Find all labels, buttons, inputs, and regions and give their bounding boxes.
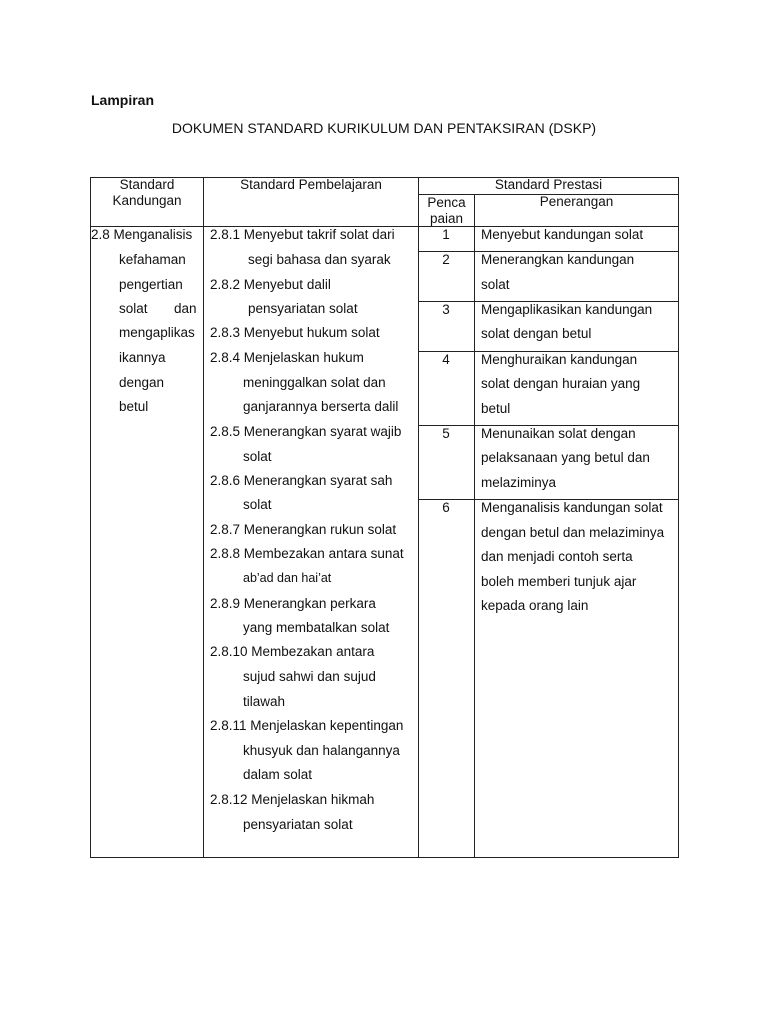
pembelajaran-line: 2.8.1 Menyebut takrif solat dari xyxy=(210,227,395,242)
kandungan-line: dengan xyxy=(119,375,165,390)
kandungan-line: mengaplikas xyxy=(119,325,195,340)
pembelajaran-line: 2.8.8 Membezakan antara sunat xyxy=(210,546,404,561)
penerangan-line: pelaksanaan yang betul dan xyxy=(481,450,650,465)
pembelajaran-line: 2.8.6 Menerangkan syarat sah xyxy=(210,473,393,488)
pembelajaran-line: 2.8.12 Menjelaskan hikmah xyxy=(210,792,375,807)
pembelajaran-line: dalam solat xyxy=(243,767,313,782)
pembelajaran-line: 2.8.5 Menerangkan syarat wajib xyxy=(210,424,402,439)
penerangan-line: Menyebut kandungan solat xyxy=(481,227,644,242)
header-penerangan: Penerangan xyxy=(539,194,614,209)
penerangan-line: Mengaplikasikan kandungan xyxy=(481,302,653,317)
pembelajaran-line: sujud sahwi dan sujud xyxy=(243,669,376,684)
document-title: DOKUMEN STANDARD KURIKULUM DAN PENTAKSIRAN (DSKP) xyxy=(171,120,597,136)
kandungan-line: 2.8 Menganalisis xyxy=(91,227,193,242)
pembelajaran-line: pensyariatan solat xyxy=(243,817,353,832)
pencapaian-level: 5 xyxy=(442,426,450,441)
pencapaian-level: 3 xyxy=(442,302,450,317)
kandungan-line: solat xyxy=(119,301,148,316)
table-border-bottom xyxy=(90,857,679,858)
kandungan-line: pengertian xyxy=(119,277,183,292)
penerangan-line: kepada orang lain xyxy=(481,598,589,613)
pembelajaran-line: 2.8.2 Menyebut dalil xyxy=(210,277,331,292)
pembelajaran-line: tilawah xyxy=(243,694,286,709)
col-divider-2 xyxy=(418,177,419,858)
pembelajaran-line: 2.8.10 Membezakan antara xyxy=(210,644,375,659)
pembelajaran-line: solat xyxy=(243,497,272,512)
pembelajaran-line: pensyariatan solat xyxy=(248,301,358,316)
penerangan-line: boleh memberi tunjuk ajar xyxy=(481,574,637,589)
pembelajaran-line: khusyuk dan halangannya xyxy=(243,743,400,758)
lampiran-heading: Lampiran xyxy=(91,92,155,108)
pembelajaran-line: meninggalkan solat dan xyxy=(243,375,386,390)
header-kandungan-line: Standard xyxy=(119,177,175,192)
pencapaian-level: 6 xyxy=(442,500,450,515)
pembelajaran-line: solat xyxy=(243,449,272,464)
penerangan-line: Menghuraikan kandungan xyxy=(481,352,638,367)
pembelajaran-line: segi bahasa dan syarak xyxy=(248,252,391,267)
penerangan-line: Menerangkan kandungan xyxy=(481,252,635,267)
header-pencapaian xyxy=(419,195,474,227)
penerangan-line: melaziminya xyxy=(481,475,557,490)
pencapaian-level: 4 xyxy=(442,352,450,367)
pembelajaran-line: yang membatalkan solat xyxy=(243,620,390,635)
header-pencapaian-line: paian xyxy=(429,211,464,226)
penerangan-line: Menganalisis kandungan solat xyxy=(481,500,663,515)
table-border-right xyxy=(678,177,679,858)
penerangan-line: betul xyxy=(481,401,511,416)
penerangan-line: dan menjadi contoh serta xyxy=(481,549,633,564)
header-standard-prestasi: Standard Prestasi xyxy=(494,177,603,192)
kandungan-line: ikannya xyxy=(119,350,166,365)
pembelajaran-line: 2.8.7 Menerangkan rukun solat xyxy=(210,522,397,537)
table-border-left xyxy=(90,177,91,858)
penerangan-line: solat dengan betul xyxy=(481,326,592,341)
penerangan-line: dengan betul dan melaziminya xyxy=(481,525,665,540)
pembelajaran-line: 2.8.3 Menyebut hukum solat xyxy=(210,325,380,340)
header-standard-pembelajaran: Standard Pembelajaran xyxy=(240,177,382,192)
penerangan-line: solat dengan huraian yang xyxy=(481,376,641,391)
penerangan-line: solat xyxy=(481,277,510,292)
col-divider-3 xyxy=(474,194,475,858)
header-standard-kandungan xyxy=(91,177,203,209)
header-pencapaian-line: Penca xyxy=(427,195,466,210)
header-kandungan-line: Kandungan xyxy=(112,193,182,208)
pencapaian-level: 2 xyxy=(442,252,450,267)
pembelajaran-line: 2.8.4 Menjelaskan hukum xyxy=(210,350,364,365)
col-divider-1 xyxy=(203,177,204,858)
pembelajaran-line: 2.8.9 Menerangkan perkara xyxy=(210,596,376,611)
penerangan-line: Menunaikan solat dengan xyxy=(481,426,636,441)
pencapaian-level: 1 xyxy=(442,227,450,242)
pembelajaran-line: 2.8.11 Menjelaskan kepentingan xyxy=(210,718,404,733)
pembelajaran-line: ab’ad dan hai’at xyxy=(243,571,332,585)
pembelajaran-line: ganjarannya berserta dalil xyxy=(243,399,399,414)
kandungan-line: betul xyxy=(119,399,149,414)
kandungan-line: dan xyxy=(174,301,197,316)
kandungan-line: kefahaman xyxy=(119,252,186,267)
